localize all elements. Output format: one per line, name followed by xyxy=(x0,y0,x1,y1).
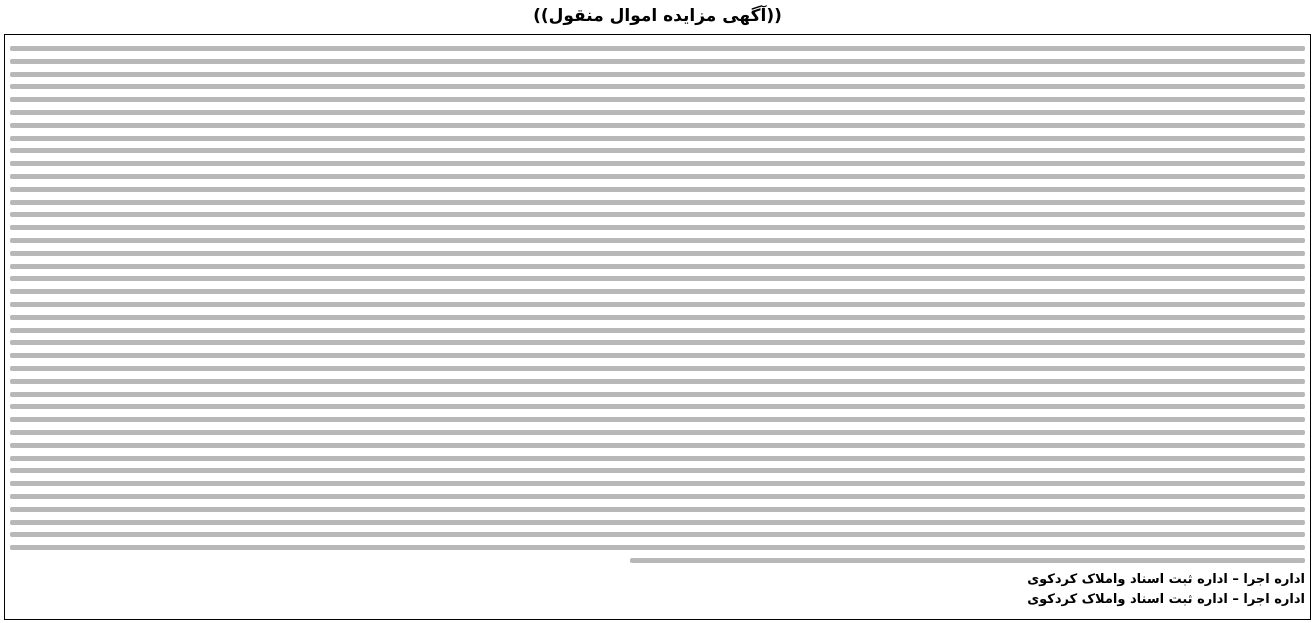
notice-title: ((آگهی مزایده اموال منقول)) xyxy=(533,6,782,26)
body-text-line xyxy=(10,366,1305,371)
body-text-line xyxy=(10,417,1305,422)
body-text-line xyxy=(10,264,1305,269)
body-text-line xyxy=(10,545,1305,550)
body-text-line xyxy=(10,404,1305,409)
body-text-line xyxy=(10,289,1305,294)
body-text-line xyxy=(10,340,1305,345)
body-text-line xyxy=(10,532,1305,537)
body-text-line xyxy=(10,251,1305,256)
body-text-line xyxy=(10,302,1305,307)
body-text-line xyxy=(10,136,1305,141)
body-text-line xyxy=(10,59,1305,64)
body-text-line xyxy=(10,353,1305,358)
body-text-line xyxy=(10,123,1305,128)
body-text-line xyxy=(10,46,1305,51)
body-text-line xyxy=(10,97,1305,102)
body-text-line xyxy=(10,443,1305,448)
notice-body xyxy=(10,42,1305,567)
signature-line-1: اداره اجرا – اداره ثبت اسناد واملاک کردکوی xyxy=(1027,572,1305,587)
body-text-line xyxy=(10,238,1305,243)
body-text-line xyxy=(10,430,1305,435)
body-text-line xyxy=(630,558,1305,563)
body-text-line xyxy=(10,315,1305,320)
body-text-line xyxy=(10,161,1305,166)
body-text-line xyxy=(10,212,1305,217)
body-text-line xyxy=(10,468,1305,473)
body-text-line xyxy=(10,379,1305,384)
body-text-line xyxy=(10,392,1305,397)
body-text-line xyxy=(10,494,1305,499)
body-text-line xyxy=(10,200,1305,205)
body-text-line xyxy=(10,72,1305,77)
body-text-line xyxy=(10,520,1305,525)
body-text-line xyxy=(10,225,1305,230)
body-text-line xyxy=(10,187,1305,192)
body-text-line xyxy=(10,174,1305,179)
body-text-line xyxy=(10,276,1305,281)
body-text-line xyxy=(10,456,1305,461)
signature-line-2: اداره اجرا – اداره ثبت اسناد واملاک کردکوی xyxy=(1027,592,1305,607)
body-text-line xyxy=(10,148,1305,153)
body-text-line xyxy=(10,328,1305,333)
body-text-line xyxy=(10,481,1305,486)
body-text-line xyxy=(10,84,1305,89)
body-text-line xyxy=(10,507,1305,512)
body-text-line xyxy=(10,110,1305,115)
